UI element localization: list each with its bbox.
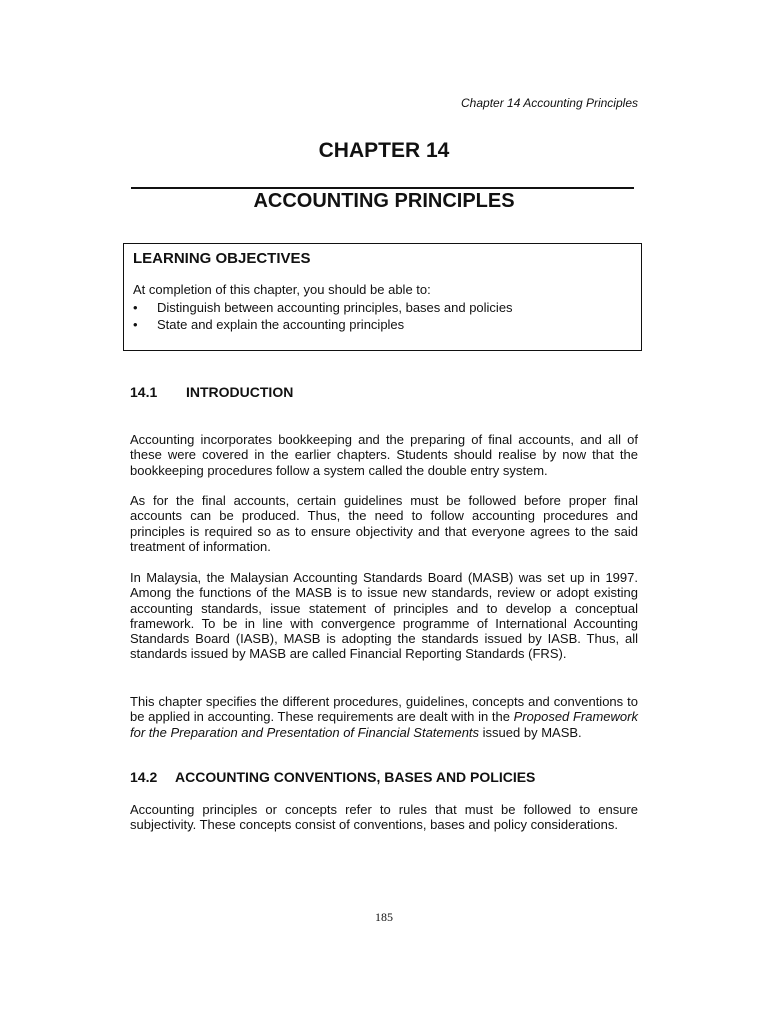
section-heading-introduction (130, 384, 293, 400)
framework-title: Proposed Framework for the Preparation and Presentation of Financial Statements (130, 709, 638, 740)
section-number: 14.1 (130, 384, 158, 400)
chapter-title: ACCOUNTING PRINCIPLES (253, 190, 515, 212)
objectives-heading: LEARNING OBJECTIVES (133, 250, 311, 267)
paragraph-text: This chapter specifies the different procedures, guidelines, concepts and conventions to be applied in accounting. These requirements are dealt with in the (130, 694, 638, 725)
section-number: 14.2 (130, 769, 158, 785)
learning-objectives-box (123, 243, 642, 351)
chapter-number: CHAPTER 14 (318, 139, 450, 162)
running-header: Chapter 14 Accounting Principles (461, 96, 638, 110)
paragraph: Accounting principles or concepts refer to rules that must be followed to ensure subjectivity. These concepts consist of conventions, bases and policy considerations. (130, 802, 638, 833)
title-rule (131, 187, 634, 189)
objective-text: State and explain the accounting principles (157, 317, 405, 332)
objectives-intro: At completion of this chapter, you should be able to: (133, 282, 431, 297)
paragraph: In Malaysia, the Malaysian Accounting Standards Board (MASB) was set up in 1997. Among the functions of the MASB is to issue new standards, review or adopt existing accounting standards, issue statement of principles and to develop a conceptual framework. To be in line with convergence programme of International Accounting Standards Board (IASB), MASB is adopting the standards issued by IASB. Thus, all standards issued by MASB are called Financial Reporting Standards (FRS). (130, 570, 638, 662)
bullet-icon: • (133, 317, 138, 332)
objective-item (133, 299, 632, 316)
paragraph (130, 694, 638, 740)
objective-item (133, 316, 632, 333)
section-heading-conventions (130, 769, 535, 785)
section-title: ACCOUNTING CONVENTIONS, BASES AND POLICIES (175, 769, 536, 785)
paragraph: Accounting incorporates bookkeeping and the preparing of final accounts, and all of these were covered in the earlier chapters. Students should realise by now that the bookkeeping procedures follow a system called the double entry system. (130, 432, 638, 478)
page-number: 185 (375, 910, 393, 924)
section-title: INTRODUCTION (186, 384, 294, 400)
paragraph: As for the final accounts, certain guidelines must be followed before proper final accounts can be produced. Thus, the need to follow accounting procedures and principles is required so as to ensure objectivity and that everyone agrees to the said treatment of information. (130, 493, 638, 554)
bullet-icon: • (133, 300, 138, 315)
paragraph-text: issued by MASB. (479, 724, 582, 740)
objectives-list (133, 299, 632, 333)
objective-text: Distinguish between accounting principles, bases and policies (157, 300, 513, 315)
